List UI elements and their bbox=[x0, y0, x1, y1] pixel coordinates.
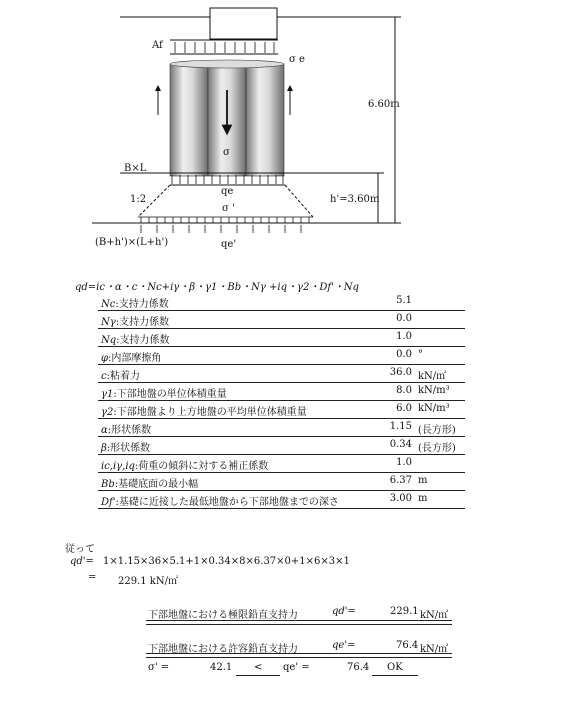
allowable-capacity-label: 下部地盤における許容鉛直支持力 bbox=[148, 644, 298, 655]
check-sigma-label: σ' = bbox=[148, 662, 170, 673]
ultimate-capacity-underline bbox=[146, 620, 452, 625]
check-verdict: OK bbox=[387, 662, 403, 673]
label-sigma-e: σ e bbox=[289, 54, 305, 65]
spread-line-right bbox=[285, 185, 313, 217]
param-row: φ:内部摩擦角 0.0 ° bbox=[98, 346, 465, 365]
label-qe: qe bbox=[221, 186, 234, 197]
param-row: α:形状係数 1.15 (長方形) bbox=[98, 418, 465, 437]
label-h-prime: h'=3.60m bbox=[330, 194, 380, 205]
pile-right bbox=[246, 64, 284, 176]
top-load-arrows bbox=[175, 42, 274, 53]
param-row: Nc:支持力係数 5.1 bbox=[98, 292, 465, 311]
label-sigma-prime: σ ' bbox=[222, 203, 235, 214]
param-row: ic,iγ,iq:荷重の傾斜に対する補正係数 1.0 bbox=[98, 454, 465, 473]
check-qe-value: 76.4 bbox=[347, 662, 370, 673]
ultimate-capacity-unit: kN/㎡ bbox=[420, 610, 449, 621]
allowable-capacity-underline bbox=[146, 653, 452, 658]
pile-left bbox=[170, 64, 208, 176]
label-af: Af bbox=[152, 40, 163, 51]
param-row: γ1:下部地盤の単位体積重量 8.0 kN/m³ bbox=[98, 382, 465, 401]
therefore-label: 従って bbox=[65, 544, 95, 555]
label-6-60m: 6.60m bbox=[368, 99, 400, 110]
calc-line1-lhs: qd'= bbox=[70, 556, 94, 567]
label-bxl: B×L bbox=[124, 163, 147, 174]
calc-line2-value: 229.1 kN/㎡ bbox=[118, 576, 178, 587]
label-sigma: σ bbox=[223, 147, 230, 158]
param-row: Df':基礎に近接した最低地盤から下部地盤までの深さ 3.00 m bbox=[98, 490, 465, 509]
label-area: (B+h')×(L+h') bbox=[95, 237, 169, 248]
column bbox=[210, 8, 277, 39]
param-row: Bb:基礎底面の最小幅 6.37 m bbox=[98, 472, 465, 491]
bearing-capacity-formula: qd=ic・α・c・Nc+iγ・β・γ1・Bb・Nγ +iq・γ2・Df'・Nq bbox=[75, 282, 359, 293]
allowable-capacity-unit: kN/㎡ bbox=[420, 644, 449, 655]
label-qe-prime: qe' bbox=[221, 239, 237, 250]
param-row: Nq:支持力係数 1.0 bbox=[98, 328, 465, 347]
check-compare-underline bbox=[236, 675, 280, 676]
base-load-arrows bbox=[172, 175, 283, 184]
allowable-capacity-value: 76.4 bbox=[396, 640, 419, 651]
param-row: Nγ:支持力係数 0.0 bbox=[98, 310, 465, 329]
check-verdict-underline bbox=[372, 675, 418, 676]
ultimate-capacity-symbol: qd'= bbox=[332, 606, 356, 617]
check-sigma-value: 42.1 bbox=[210, 662, 233, 673]
ultimate-capacity-label: 下部地盤における極限鉛直支持力 bbox=[148, 610, 298, 621]
lower-load-arrows bbox=[141, 217, 309, 223]
param-row: c:粘着力 36.0 kN/㎡ bbox=[98, 364, 465, 383]
check-compare: < bbox=[254, 662, 263, 673]
foundation-diagram bbox=[0, 0, 565, 265]
label-slope: 1:2 bbox=[130, 194, 147, 205]
param-row: β:形状係数 0.34 (長方形) bbox=[98, 436, 465, 455]
reaction-arrows bbox=[141, 225, 301, 233]
calc-line1-rhs: 1×1.15×36×5.1+1×0.34×8×6.37×0+1×6×3×1 bbox=[103, 556, 350, 567]
ultimate-capacity-value: 229.1 bbox=[390, 606, 419, 617]
allowable-capacity-symbol: qe'= bbox=[332, 640, 356, 651]
calc-line2-eq: = bbox=[88, 572, 97, 583]
param-row: γ2:下部地盤より上方地盤の平均単位体積重量 6.0 kN/m³ bbox=[98, 400, 465, 419]
check-qe-label: qe' = bbox=[283, 662, 310, 673]
